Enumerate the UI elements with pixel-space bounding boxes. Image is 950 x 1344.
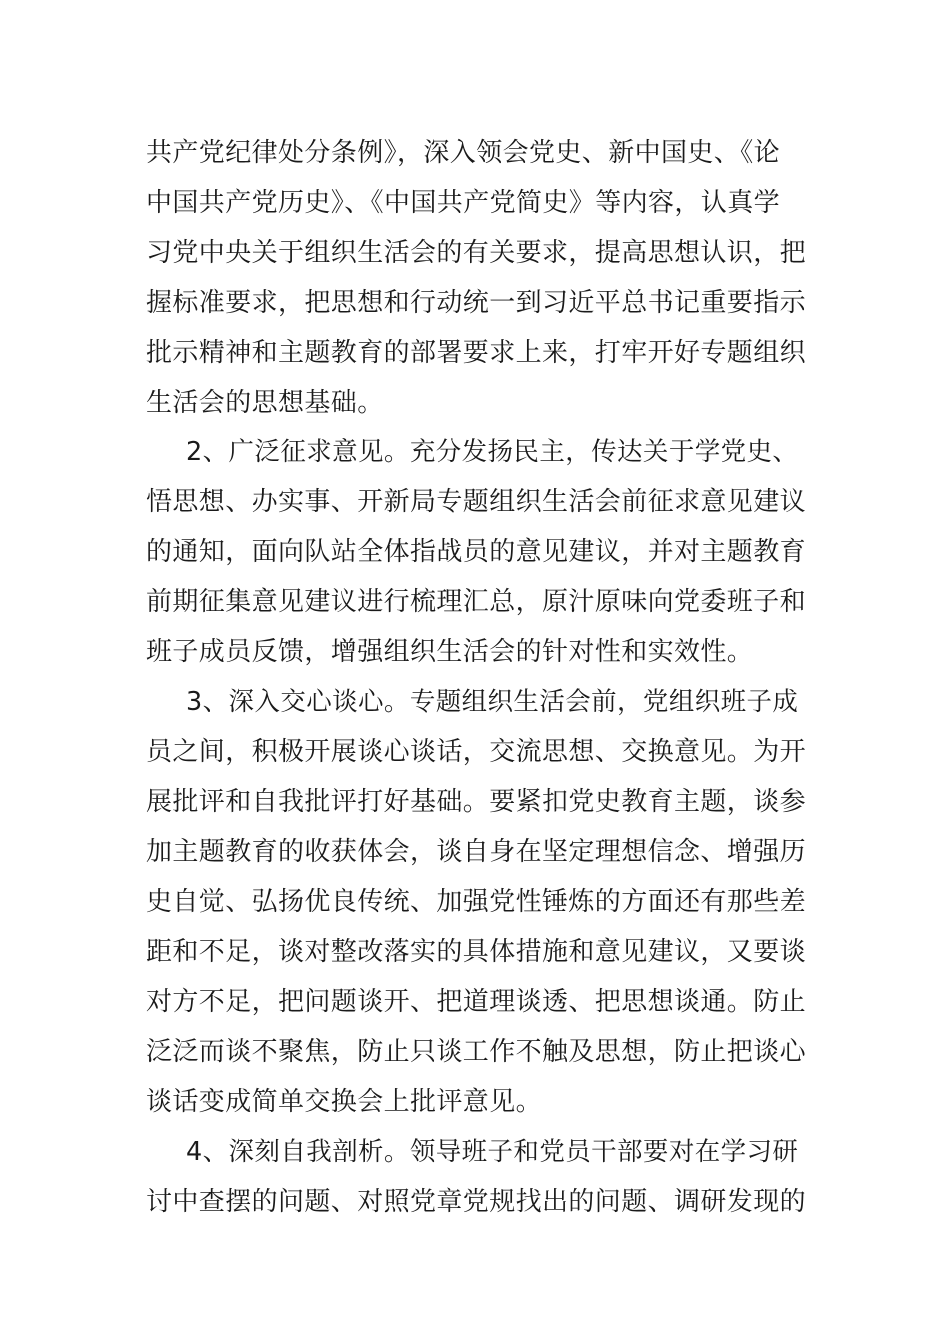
text-line: 泛泛而谈不聚焦，防止只谈工作不触及思想，防止把谈心 [146,1037,807,1067]
text-line: 班子成员反馈，增强组织生活会的针对性和实效性。 [146,637,754,667]
paragraph-heading: 2、广泛征求意见。充分发扬民主，传达关于学党史、 [186,437,799,467]
text-line: 悟思想、办实事、开新局专题组织生活会前征求意见建议 [146,487,807,517]
text-line: 对方不足，把问题谈开、把道理谈透、把思想谈通。防止 [146,987,807,1017]
text-line: 握标准要求，把思想和行动统一到习近平总书记重要指示 [146,288,807,318]
text-line: 史自觉、弘扬优良传统、加强党性锤炼的方面还有那些差 [146,887,807,917]
text-line: 生活会的思想基础。 [146,388,384,418]
text-line: 加主题教育的收获体会，谈自身在坚定理想信念、增强历 [146,837,807,867]
text-line: 距和不足，谈对整改落实的具体措施和意见建议，又要谈 [146,937,807,967]
text-line: 习党中央关于组织生活会的有关要求，提高思想认识，把 [146,238,807,268]
text-line: 前期征集意见建议进行梳理汇总，原汁原味向党委班子和 [146,587,807,617]
text-line: 员之间，积极开展谈心谈话，交流思想、交换意见。为开 [146,737,807,767]
paragraph-heading: 4、深刻自我剖析。领导班子和党员干部要对在学习研 [186,1137,799,1167]
text-line: 谈话变成简单交换会上批评意见。 [146,1087,543,1117]
text-line: 讨中查摆的问题、对照党章党规找出的问题、调研发现的 [146,1187,807,1217]
text-line: 展批评和自我批评打好基础。要紧扣党史教育主题，谈参 [146,787,807,817]
text-line: 共产党纪律处分条例》，深入领会党史、新中国史、《论 [146,138,781,168]
text-line: 的通知，面向队站全体指战员的意见建议，并对主题教育 [146,537,807,567]
paragraph-heading: 3、深入交心谈心。专题组织生活会前，党组织班子成 [186,687,799,717]
text-line: 批示精神和主题教育的部署要求上来，打牢开好专题组织 [146,338,807,368]
text-line: 中国共产党历史》、《中国共产党简史》等内容，认真学 [146,188,781,218]
